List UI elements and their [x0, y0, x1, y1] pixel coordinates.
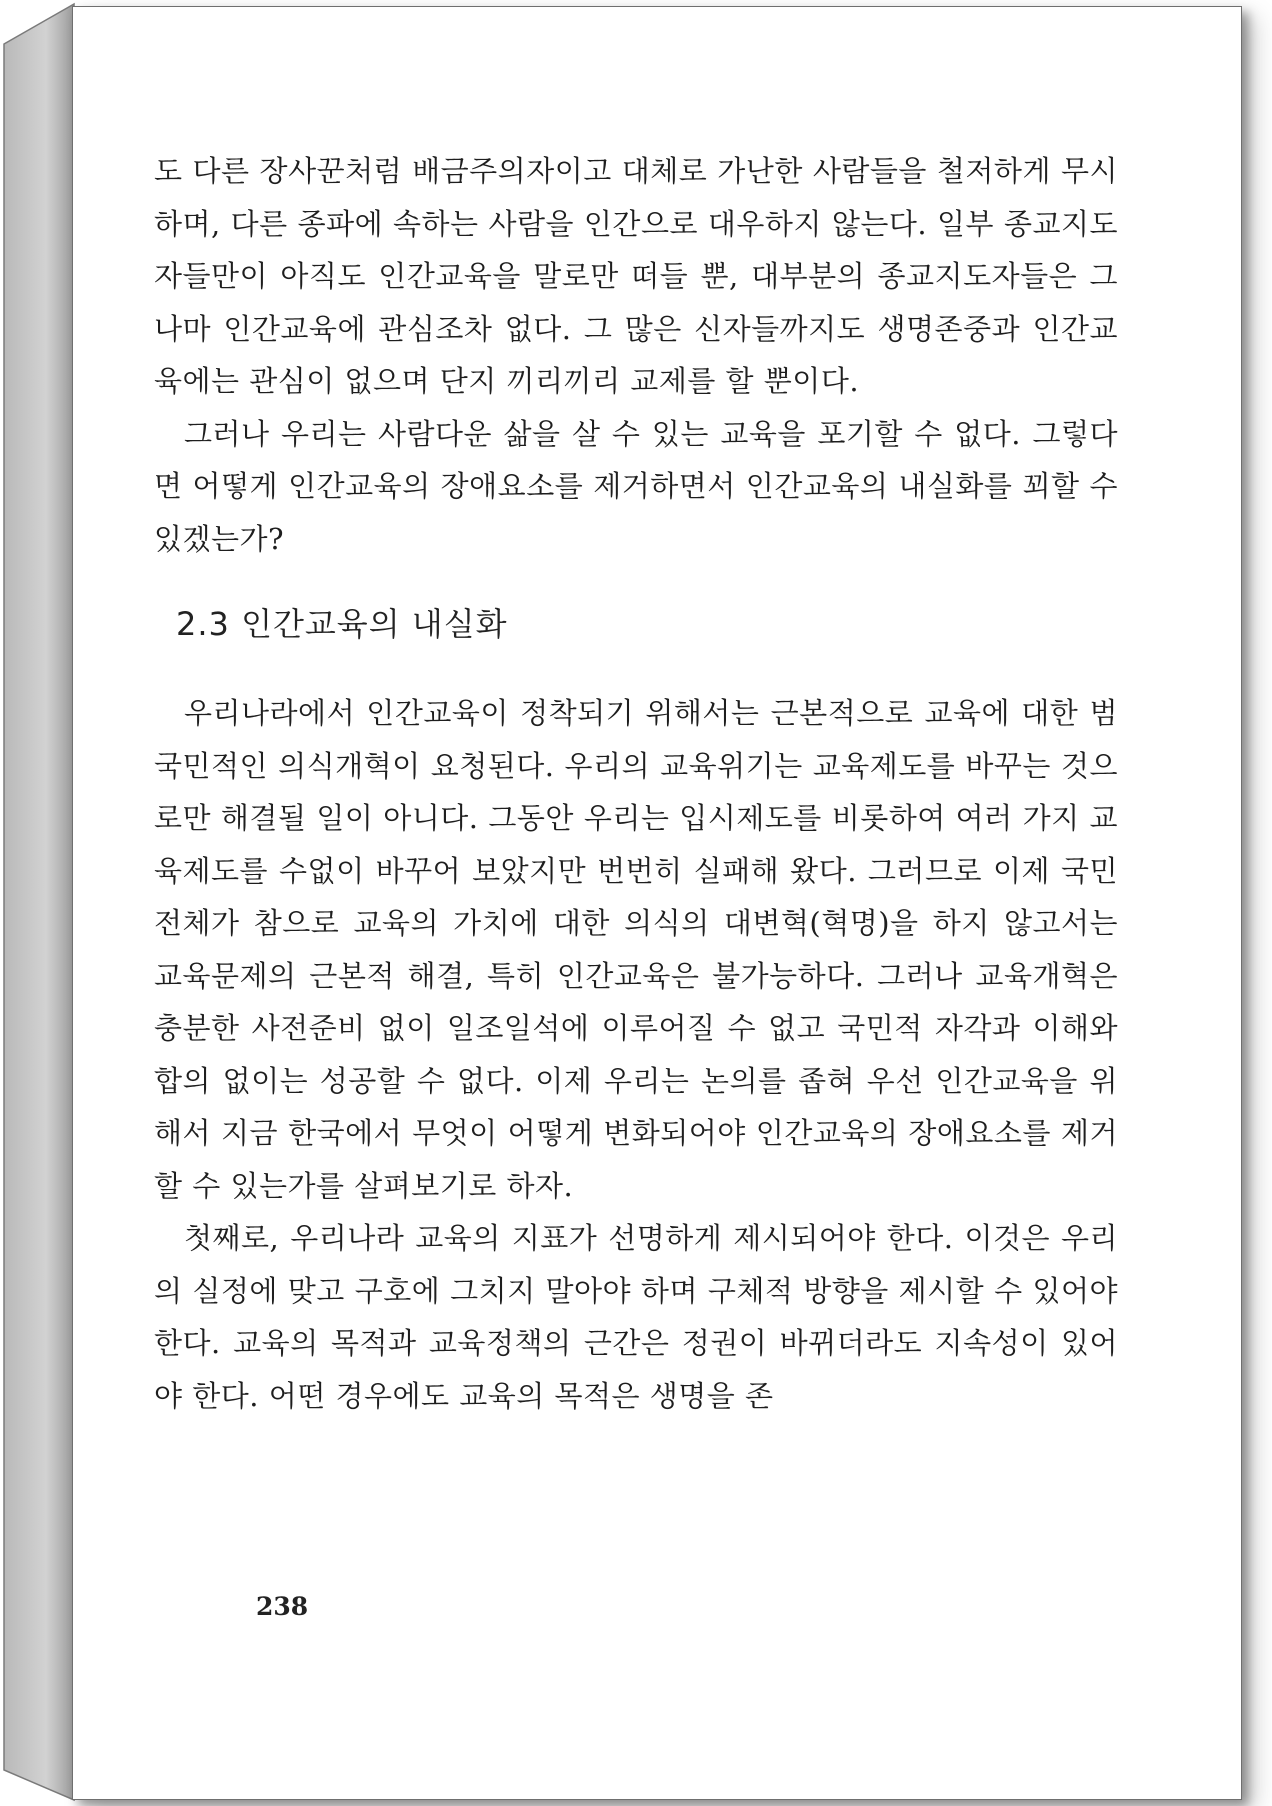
page-number: 238 [256, 1592, 309, 1621]
paragraph: 우리나라에서 인간교육이 정착되기 위해서는 근본적으로 교육에 대한 범국민적인 의식개혁이 요청된다. 우리의 교육위기는 교육제도를 바꾸는 것으로만 해결될 일이 아니다. 그동안 우리는 입시제도를 비롯하여 여러 가지 교육제도를 수없이 바꾸어 보았지만 번번히 실패해 왔다. 그러므로 이제 국민 전체가 참으로 교육의 가치에 대한 의식의 대변혁(혁명)을 하지 않고서는 교육문제의 근본적 해결, 특히 인간교육은 불가능하다. 그러나 교육개혁은 충분한 사전준비 없이 일조일석에 이루어질 수 없고 국민적 자각과 이해와 합의 없이는 성공할 수 없다. 이제 우리는 논의를 좁혀 우선 인간교육을 위해서 지금 한국에서 무엇이 어떻게 변화되어야 인간교육의 장애요소를 제거할 수 있는가를 살펴보기로 하자. [154, 696, 1118, 1203]
paragraph: 도 다른 장사꾼처럼 배금주의자이고 대체로 가난한 사람들을 철저하게 무시하며, 다른 종파에 속하는 사람을 인간으로 대우하지 않는다. 일부 종교지도자들만이 아직도 인간교육을 말로만 떠들 뿐, 대부분의 종교지도자들은 그나마 인간교육에 관심조차 없다. 그 많은 신자들까지도 생명존중과 인간교육에는 관심이 없으며 단지 끼리끼리 교제를 할 뿐이다. [154, 154, 1118, 398]
paragraph: 첫째로, 우리나라 교육의 지표가 선명하게 제시되어야 한다. 이것은 우리의 실정에 맞고 구호에 그치지 말아야 하며 구체적 방향을 제시할 수 있어야 한다. 교육의 목적과 교육정책의 근간은 정권이 바뀌더라도 지속성이 있어야 한다. 어떤 경우에도 교육의 목적은 생명을 존 [154, 1221, 1118, 1413]
book-spine [0, 0, 80, 1806]
paragraph: 그러나 우리는 사람다운 삶을 살 수 있는 교육을 포기할 수 없다. 그렇다면 어떻게 인간교육의 장애요소를 제거하면서 인간교육의 내실화를 꾀할 수 있겠는가? [154, 416, 1118, 556]
page-body [154, 145, 1118, 1422]
section-heading: 2.3 인간교육의 내실화 [176, 605, 508, 643]
